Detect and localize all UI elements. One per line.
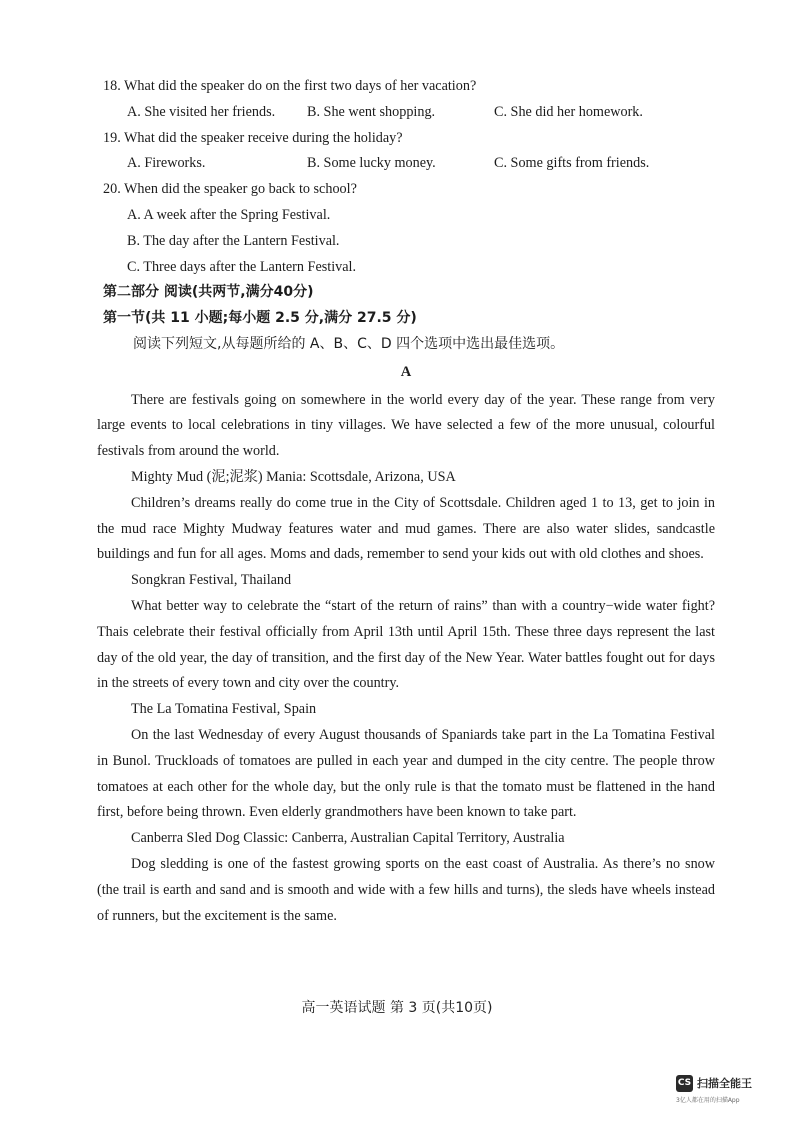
page-content — [97, 74, 715, 929]
passage-label: A — [400, 363, 412, 380]
option-b: B. Some lucky money. — [307, 155, 436, 172]
option-c: C. She did her homework. — [494, 103, 643, 120]
scanner-tagline: 3亿人都在用的扫描App — [676, 1097, 740, 1104]
festival-body-sled-dog: Dog sledding is one of the fastest growing sports on the east coast of Australia. As there’s no snow (the trail is earth and sand and is smooth and wide with a few hills and turns), the sleds have wheels instead of runners, but the excitement is the same. — [97, 855, 715, 924]
option-c: C. Some gifts from friends. — [494, 155, 650, 172]
question-19-options — [97, 151, 715, 177]
festival-title-sled-dog: Canberra Sled Dog Classic: Canberra, Australian Capital Territory, Australia — [131, 830, 565, 847]
question-number: 18. — [103, 78, 121, 94]
option-a: A. She visited her friends. — [127, 103, 276, 120]
question-number: 19. — [103, 129, 121, 146]
camscanner-logo-icon: CS — [676, 1075, 693, 1092]
question-text: What did the speaker do on the first two days of her vacation? — [124, 78, 477, 94]
option-a: A. Fireworks. — [127, 155, 206, 172]
reading-instructions: 阅读下列短文,从每题所给的 A、B、C、D 四个选项中选出最佳选项。 — [133, 335, 565, 352]
question-18-options — [97, 100, 715, 126]
passage-intro: There are festivals going on somewhere in the world every day of the year. These range from very large events to local celebrations in tiny villages. We have selected a few of the more unusual, colourful festivals from around the world. — [97, 391, 715, 460]
festival-title-songkran: Songkran Festival, Thailand — [131, 572, 292, 589]
festival-body-songkran: What better way to celebrate the “start of the return of rains” than with a country−wide water fight? Thais celebrate their festival officially from April 13th until April 15th. These three days represent the last day of the old year, the day of transition, and the first day of the New Year. Water battles fought out for days in the streets of every town and city over the country. — [97, 597, 715, 692]
question-20 — [97, 177, 715, 203]
part-two-heading: 第二部分 阅读(共两节,满分40分) — [103, 284, 314, 301]
question-19 — [97, 126, 715, 152]
festival-title-la-tomatina: The La Tomatina Festival, Spain — [131, 701, 317, 718]
question-text: What did the speaker receive during the holiday? — [124, 129, 403, 146]
question-text: When did the speaker go back to school? — [124, 181, 357, 198]
scanner-app-name: 扫描全能王 — [697, 1077, 752, 1090]
festival-body-la-tomatina: On the last Wednesday of every August thousands of Spaniards take part in the La Tomatina Festival in Bunol. Truckloads of tomatoes are pulled in each year and dumped in the city centre. The people throw tomatoes at each other for the whole day, but the only rule is that the tomato must be flattened in the hand first, before being thrown. Even elderly grandmothers have been known to take part. — [97, 726, 715, 821]
option-b: B. The day after the Lantern Festival. — [127, 232, 340, 249]
option-a: A. A week after the Spring Festival. — [127, 206, 331, 223]
scanner-watermark — [676, 1075, 776, 1109]
page-footer: 高一英语试题 第 3 页(共10页) — [301, 1000, 493, 1016]
question-18 — [97, 74, 715, 100]
festival-body-mud-mania: Children’s dreams really do come true in the City of Scottsdale. Children aged 1 to 13, get to join in the mud race Mighty Mudway features water and mud games. There are also water slides, sandcastle buildings and fun for all ages. Moms and dads, remember to send your kids out with old clothes and shoes. — [97, 494, 715, 563]
festival-title-mud-mania: Mighty Mud (泥;泥浆) Mania: Scottsdale, Arizona, USA — [131, 468, 456, 485]
option-c: C. Three days after the Lantern Festival. — [127, 258, 357, 275]
section-one-heading: 第一节(共 11 小题;每小题 2.5 分,满分 27.5 分) — [103, 310, 417, 327]
option-b: B. She went shopping. — [307, 103, 436, 120]
question-number: 20. — [103, 181, 121, 198]
